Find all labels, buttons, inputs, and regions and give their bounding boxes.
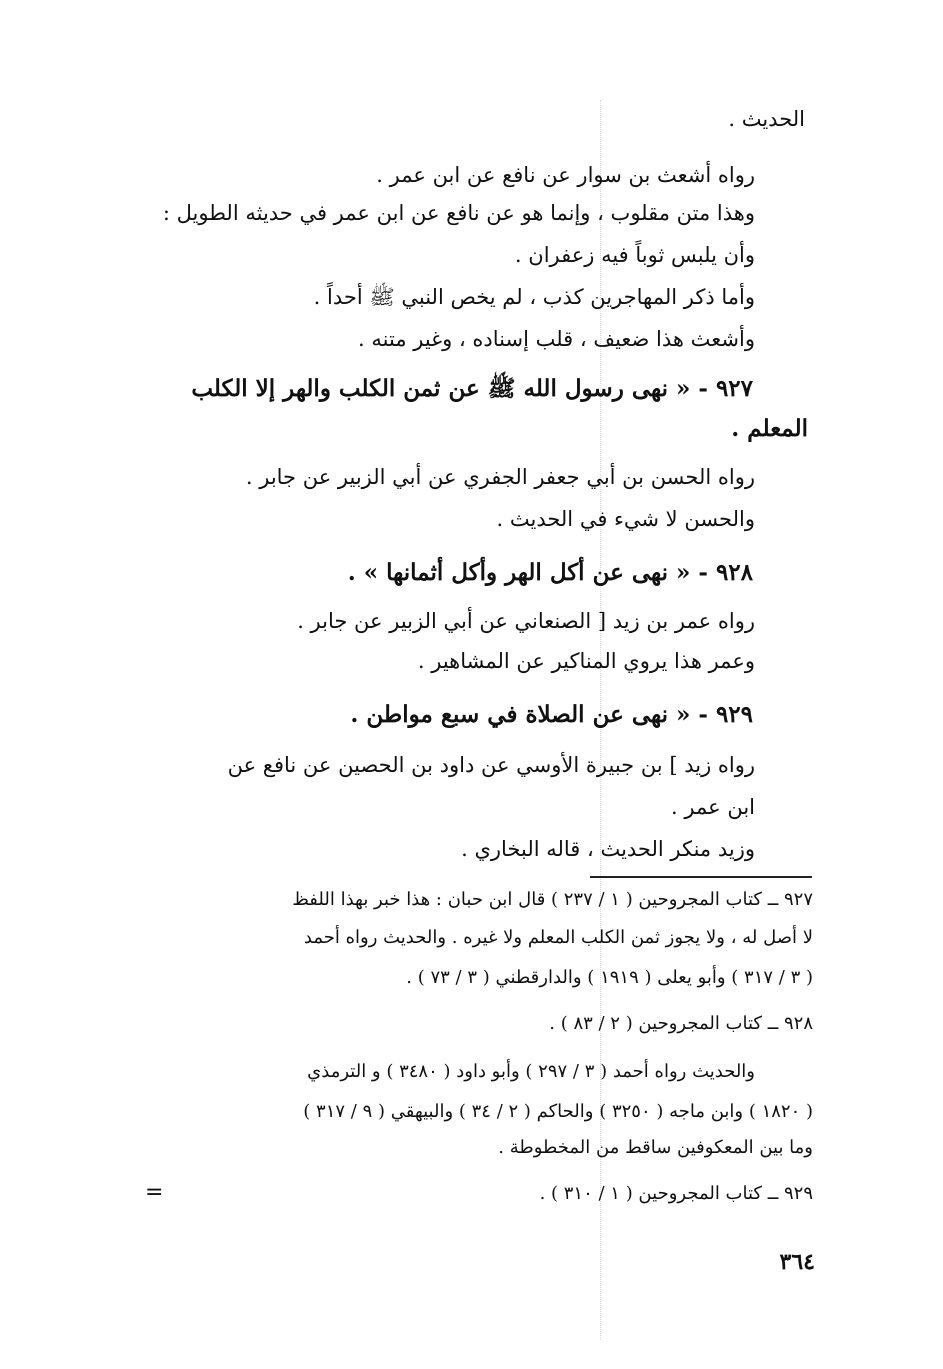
text-line: وأشعث هذا ضعيف ، قلب إسناده ، وغير متنه . [358, 327, 755, 351]
text-line: وزيد منكر الحديث ، قاله البخاري . [461, 837, 755, 861]
footnote-line: ٩٢٩ ــ كتاب المجروحين ( ١ / ٣١٠ ) . [539, 1183, 813, 1204]
text-line: وهذا متن مقلوب ، وإنما هو عن نافع عن ابن عمر في حديثه الطويل : [162, 201, 755, 225]
footnote-line: وما بين المعكوفين ساقط من المخطوطة . [498, 1137, 813, 1158]
text-line: رواه زيد ] بن جبيرة الأوسي عن داود بن الحصين عن نافع عن [227, 753, 755, 777]
text-line: وأما ذكر المهاجرين كذب ، لم يخص النبي ﷺ أحداً . [313, 285, 755, 309]
footnote-line: ٩٢٨ ــ كتاب المجروحين ( ٢ / ٨٣ ) . [549, 1013, 813, 1034]
hadith-heading: ٩٢٩ - « نهى عن الصلاة في سبع مواطن . [350, 701, 753, 728]
footnote-separator [590, 876, 812, 878]
text-line: وعمر هذا يروي المناكير عن المشاهير . [417, 649, 755, 673]
text-line: رواه عمر بن زيد [ الصنعاني عن أبي الزبير عن جابر . [297, 609, 755, 633]
hadith-heading: ٩٢٧ - « نهى رسول الله ﷺ عن ثمن الكلب والهر إلا الكلب [191, 375, 753, 402]
text-line: الحديث . [728, 107, 805, 131]
text-line: رواه أشعث بن سوار عن نافع عن ابن عمر . [376, 163, 755, 187]
text-line: وأن يلبس ثوباً فيه زعفران . [514, 243, 755, 267]
continuation-mark: = [145, 1180, 164, 1205]
hadith-heading: ٩٢٨ - « نهى عن أكل الهر وأكل أثمانها » . [347, 559, 753, 586]
text-line: رواه الحسن بن أبي جعفر الجفري عن أبي الزبير عن جابر . [245, 465, 755, 489]
text-line: والحسن لا شيء في الحديث . [496, 507, 755, 531]
footnote-line: ( ٣ / ٣١٧ ) وأبو يعلى ( ١٩١٩ ) والدارقطني ( ٣ / ٧٣ ) . [406, 967, 813, 988]
hadith-heading-continuation: المعلم . [731, 415, 808, 442]
text-line: ابن عمر . [671, 795, 755, 819]
footnote-line: والحديث رواه أحمد ( ٣ / ٢٩٧ ) وأبو داود ( ٣٤٨٠ ) و الترمذي [307, 1061, 755, 1082]
footnote-line: ( ١٨٢٠ ) وابن ماجه ( ٣٢٥٠ ) والحاكم ( ٢ / ٣٤ ) والبيهقي ( ٩ / ٣١٧ ) [303, 1101, 813, 1122]
footnote-line: ٩٢٧ ــ كتاب المجروحين ( ١ / ٢٣٧ ) قال ابن حبان : هذا خبر بهذا اللفظ [292, 889, 813, 910]
footnote-line: لا أصل له ، ولا يجوز ثمن الكلب المعلم ولا غيره . والحديث رواه أحمد [303, 927, 813, 948]
page-number: ٣٦٤ [779, 1249, 815, 1275]
